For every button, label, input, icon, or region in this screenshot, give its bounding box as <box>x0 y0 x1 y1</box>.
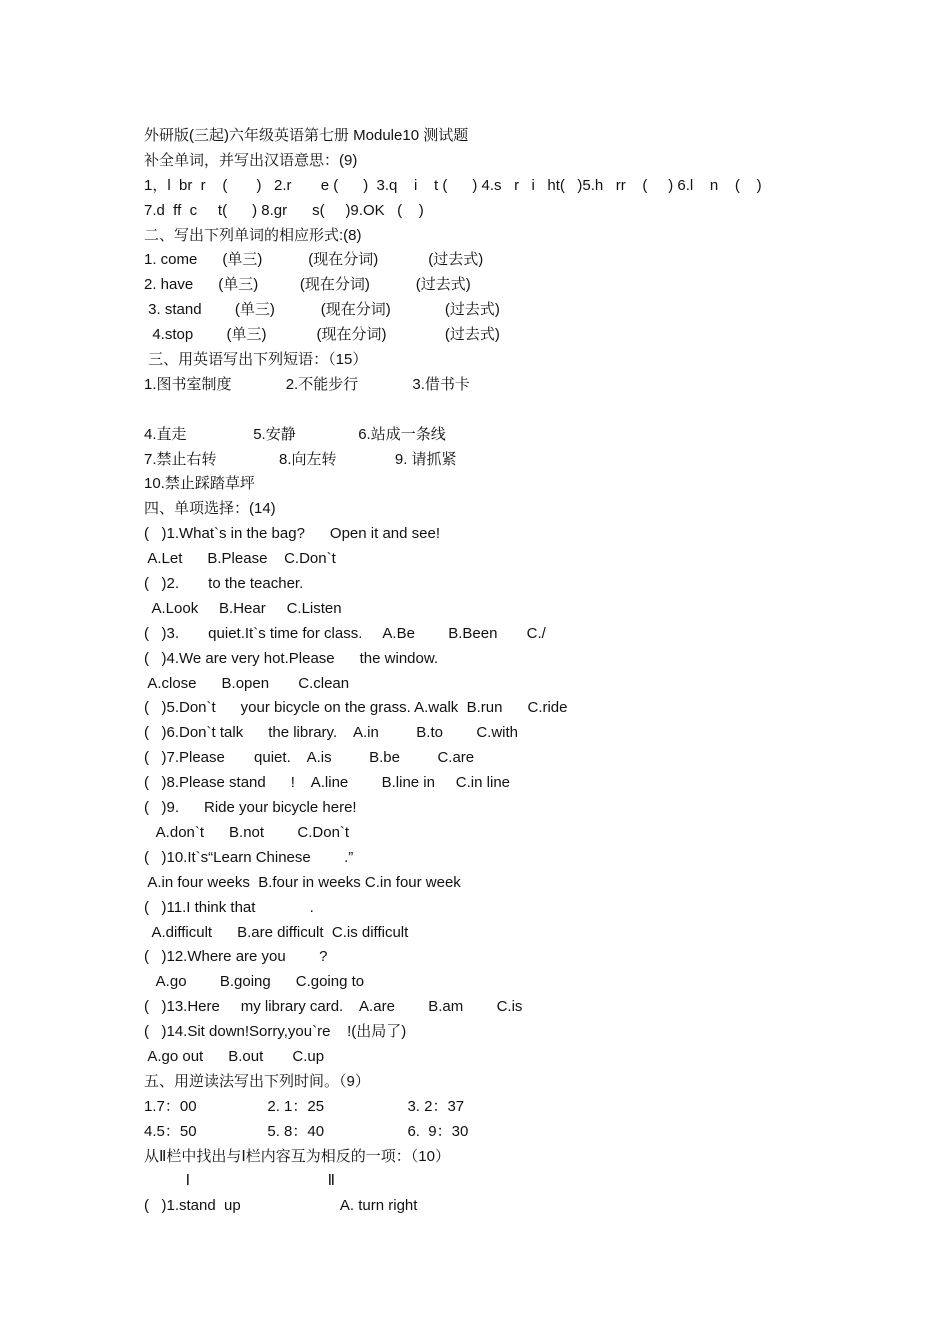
line-sec2: 二、写出下列单词的相应形式:(8) <box>144 226 362 244</box>
line-q6: ( )6.Don`t talk the library. A.in B.to C.with <box>144 724 519 742</box>
line-q2: ( )2. to the teacher. <box>144 575 304 593</box>
line-s5-row2: 4.5：50 5. 8：40 6. 9：30 <box>144 1122 469 1140</box>
line-s3-row2: 4.直走 5.安静 6.站成一条线 <box>144 425 446 443</box>
line-q8: ( )8.Please stand ! A.line B.line in C.in line <box>144 774 510 792</box>
line-q9: ( )9. Ride your bicycle here! <box>144 799 357 817</box>
line-s5-row1: 1.7：00 2. 1：25 3. 2：37 <box>144 1097 465 1115</box>
line-gap1 <box>144 398 844 423</box>
line-q10-opt: A.in four weeks B.four in weeks C.in four week <box>144 873 461 891</box>
line-title: 外研版(三起)六年级英语第七册 Module10 测试题 <box>144 127 469 144</box>
line-q4-opt: A.close B.open C.clean <box>144 674 350 692</box>
line-q10: ( )10.It`s“Learn Chinese .” <box>144 848 354 866</box>
line-s2-3: 3. stand (单三) (现在分词) (过去式) <box>144 301 500 319</box>
line-s2-2: 2. have (单三) (现在分词) (过去式) <box>144 276 471 294</box>
line-s6-head: Ⅰ Ⅱ <box>144 1172 336 1190</box>
line-s1-row2: 7.d ff c t( ) 8.gr s( )9.OK ( ) <box>144 201 424 219</box>
line-q13: ( )13.Here my library card. A.are B.am C.is <box>144 998 523 1016</box>
line-s3-row4: 10.禁止踩踏草坪 <box>144 475 255 493</box>
line-s3-row3: 7.禁止右转 8.向左转 9. 请抓紧 <box>144 450 457 468</box>
line-q1: ( )1.What`s in the bag? Open it and see! <box>144 525 440 543</box>
document-page <box>144 124 844 1219</box>
line-q12: ( )12.Where are you ? <box>144 948 328 966</box>
line-q4: ( )4.We are very hot.Please the window. <box>144 649 439 667</box>
line-sec5: 五、用逆读法写出下列时间。（9） <box>144 1072 370 1090</box>
line-s6-row1: ( )1.stand up A. turn right <box>144 1197 418 1215</box>
line-sec6: 从Ⅱ栏中找出与Ⅰ栏内容互为相反的一项：（10） <box>144 1147 450 1165</box>
line-q12-opt: A.go B.going C.going to <box>144 973 365 991</box>
line-q3: ( )3. quiet.It`s time for class. A.Be B.Been C./ <box>144 624 546 642</box>
line-sec4: 四、单项选择：(14) <box>144 500 276 518</box>
line-q14: ( )14.Sit down!Sorry,you`re !(出局了) <box>144 1023 407 1041</box>
line-q7: ( )7.Please quiet. A.is B.be C.are <box>144 749 475 767</box>
line-s1-row1: 1，l br r ( ) 2.r e ( ) 3.q i t ( ) 4.s r i ht( )5.h rr ( ) 6.l n ( ) <box>144 176 762 194</box>
line-q2-opt: A.Look B.Hear C.Listen <box>144 599 342 617</box>
line-q14-opt: A.go out B.out C.up <box>144 1047 325 1065</box>
line-sec1: 补全单词，并写出汉语意思：(9) <box>144 151 358 169</box>
line-q9-opt: A.don`t B.not C.Don`t <box>144 823 350 841</box>
line-q11: ( )11.I think that . <box>144 898 314 916</box>
line-q11-opt: A.difficult B.are difficult C.is difficult <box>144 923 409 941</box>
line-sec3: 三、用英语写出下列短语：（15） <box>144 351 368 369</box>
line-q5: ( )5.Don`t your bicycle on the grass. A.walk B.run C.ride <box>144 699 568 717</box>
line-s3-row1: 1.图书室制度 2.不能步行 3.借书卡 <box>144 375 470 393</box>
line-s2-1: 1. come (单三) (现在分词) (过去式) <box>144 251 484 269</box>
line-s2-4: 4.stop (单三) (现在分词) (过去式) <box>144 326 500 344</box>
line-q1-opt: A.Let B.Please C.Don`t <box>144 550 336 568</box>
